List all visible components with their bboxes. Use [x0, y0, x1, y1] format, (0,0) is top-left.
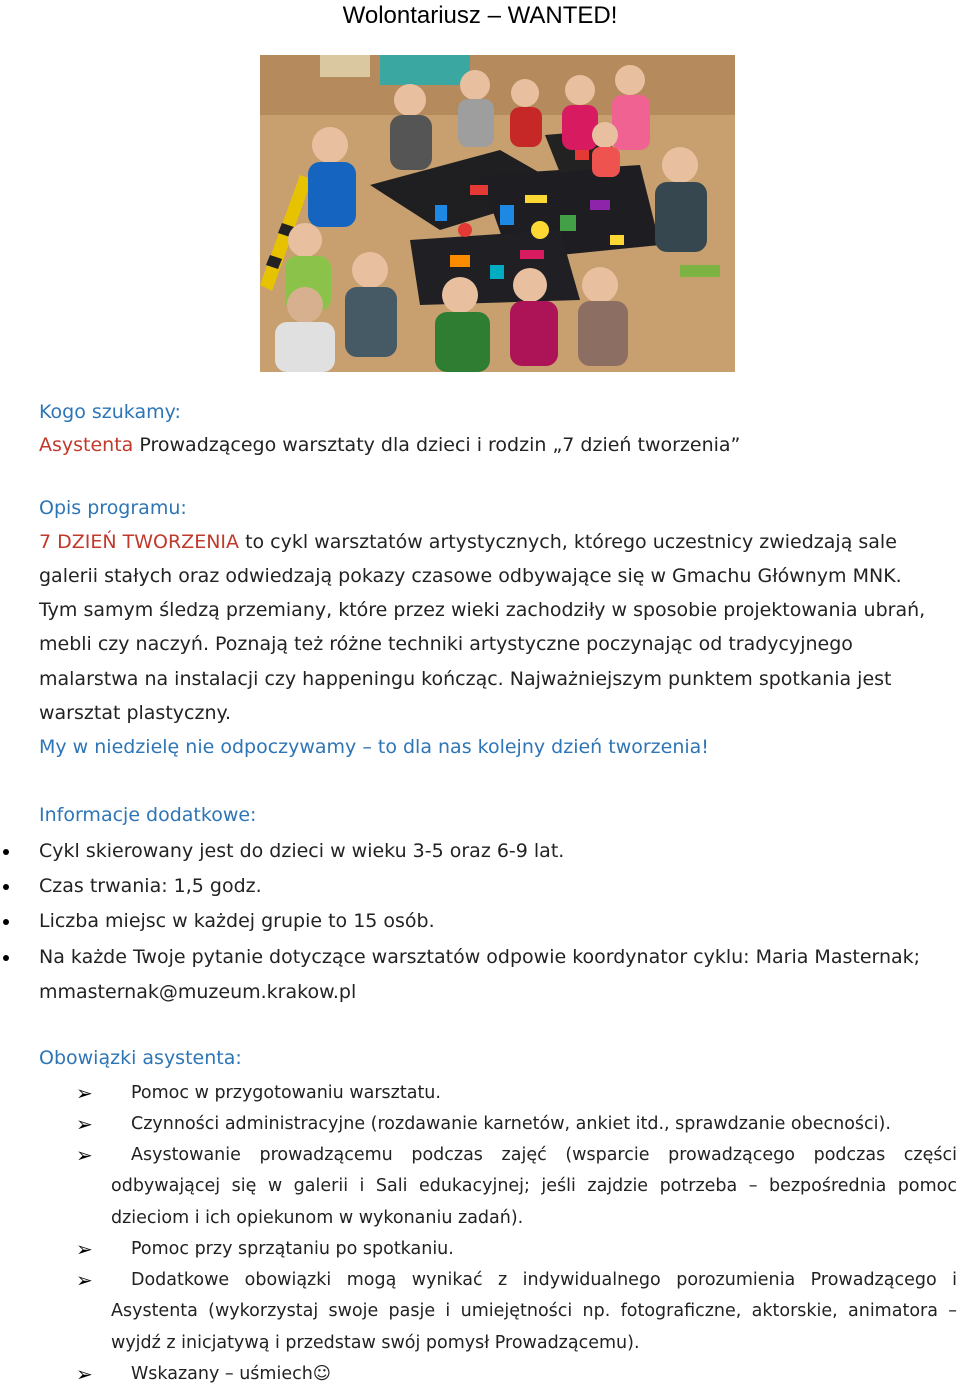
arrowhead-bullet-icon: ➢: [76, 1237, 93, 1261]
opis-slogan: My w niedzielę nie odpoczywamy – to dla nas kolejny dzień tworzenia!: [39, 736, 709, 758]
bullet-dot-icon: [3, 884, 9, 890]
section-heading-kogo: Kogo szukamy:: [39, 401, 181, 423]
opis-line-2: galerii stałych oraz odwiedzają pokazy czasowe odbywające się w Gmachu Głównym MNK.: [39, 565, 902, 587]
list-item: Czas trwania: 1,5 godz.: [0, 869, 957, 904]
list-item: Cykl skierowany jest do dzieci w wieku 3-5 oraz 6-9 lat.: [0, 834, 957, 869]
kogo-line: [39, 428, 957, 462]
opis-highlight: 7 DZIEŃ TWORZENIA: [39, 531, 240, 553]
bullet-dot-icon: [3, 919, 9, 925]
opis-line-1: [39, 525, 957, 559]
section-heading-opis: Opis programu:: [39, 497, 187, 519]
opis-text-1: to cykl warsztatów artystycznych, którego uczestnicy zwiedzają sale: [239, 531, 897, 553]
bullet-dot-icon: [3, 849, 9, 855]
opis-line-3: Tym samym śledzą przemiany, które przez wieki zachodziły w sposobie projektowania ubrań,: [39, 599, 926, 621]
opis-line-4: mebli czy naczyń. Poznają też różne techniki artystyczne poczynając od tradycyjnego: [39, 633, 853, 655]
arrowhead-bullet-icon: ➢: [76, 1268, 93, 1292]
arrowhead-bullet-icon: ➢: [76, 1362, 93, 1386]
kogo-text: Prowadzącego warsztaty dla dzieci i rodzin „7 dzień tworzenia”: [133, 434, 741, 456]
arrowhead-bullet-icon: ➢: [76, 1112, 93, 1136]
list-item: Na każde Twoje pytanie dotyczące warsztatów odpowie koordynator cyklu: Maria Masternak; mmasternak@muzeum.krakow.pl: [0, 940, 957, 1010]
page-title: Wolontariusz – WANTED!: [342, 2, 618, 29]
children-workshop-photo: [260, 55, 735, 372]
kogo-highlight: Asystenta: [39, 434, 134, 456]
opis-line-6: warsztat plastyczny.: [39, 702, 232, 724]
bullet-dot-icon: [3, 955, 9, 961]
arrowhead-bullet-icon: ➢: [76, 1081, 93, 1105]
opis-line-5: malarstwa na instalacji czy happeningu kończąc. Najważniejszym punktem spotkania jest: [39, 668, 892, 690]
section-heading-info: Informacje dodatkowe:: [39, 804, 257, 826]
section-heading-duties: Obowiązki asystenta:: [39, 1047, 242, 1069]
list-item: Liczba miejsc w każdej grupie to 15 osób.: [0, 904, 957, 939]
arrowhead-bullet-icon: ➢: [76, 1143, 93, 1167]
